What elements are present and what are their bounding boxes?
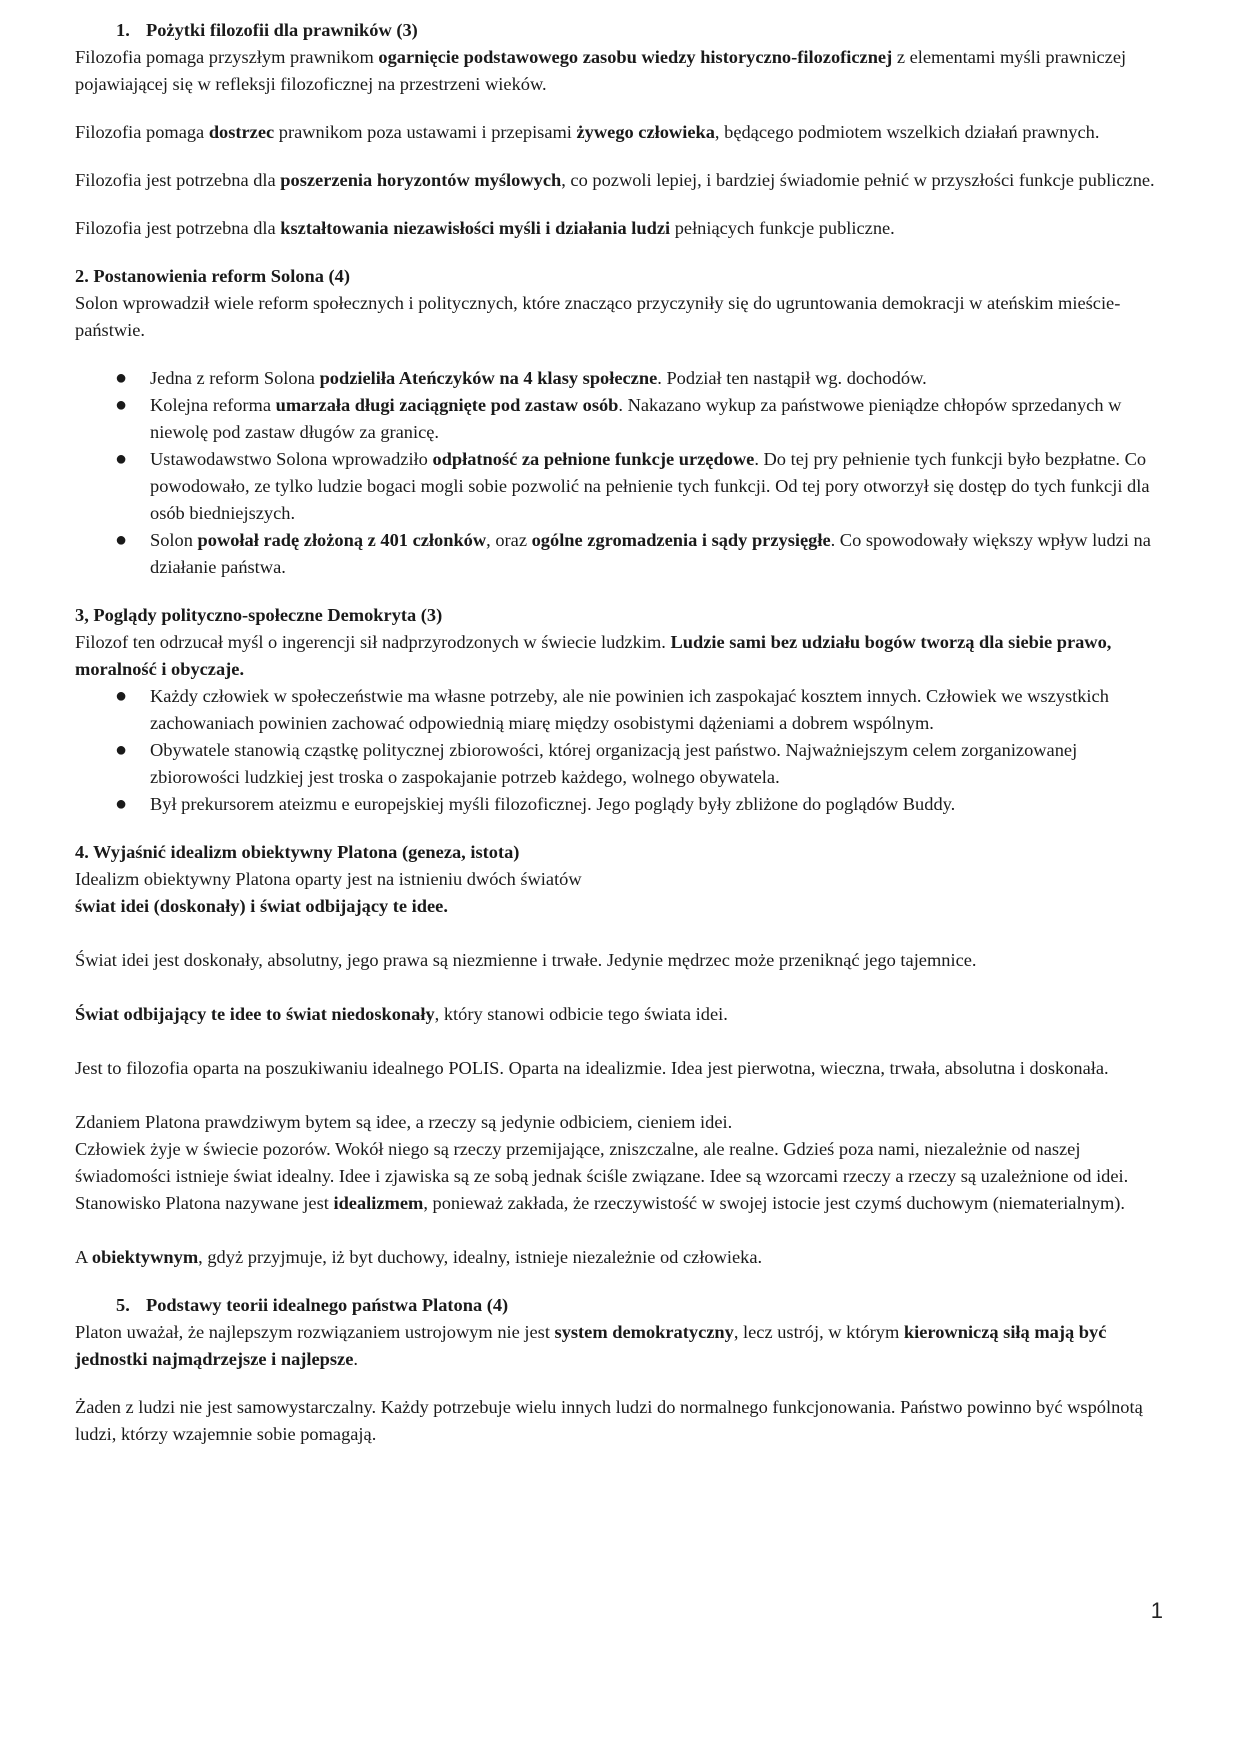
paragraph: Jest to filozofia oparta na poszukiwaniu idealnego POLIS. Oparta na idealizmie. Idea jest pierwotna, wieczna, trwała, absolutna i doskonała. (75, 1058, 1109, 1078)
document-page (75, 17, 1165, 1448)
bullet-list (75, 365, 1165, 581)
section-3-heading: 3, Poglądy polityczno-społeczne Demokryta (3) (75, 605, 443, 625)
paragraph: A obiektywnym, gdyż przyjmuje, iż byt duchowy, idealny, istnieje niezależnie od człowieka. (75, 1247, 763, 1267)
paragraph: Świat odbijający te idee to świat niedoskonały, który stanowi odbicie tego świata idei. (75, 1004, 728, 1024)
section-2-heading: 2. Postanowienia reform Solona (4) (75, 266, 350, 286)
paragraph: Filozofia jest potrzebna dla kształtowania niezawisłości myśli i działania ludzi pełniących funkcje publiczne. (75, 218, 895, 238)
list-item: ● Ustawodawstwo Solona wprowadziło odpłatność za pełnione funkcje urzędowe. Do tej pry pełnienie tych funkcji było bezpłatne. Co powodowało, ze tylko ludzie bogaci mogli sobie pozwolić na pełnienie tych funkcji. Od tej pory otworzył się dostęp do tych funkcji dla osób biedniejszych. (115, 448, 1150, 523)
bullet-icon: ● (115, 367, 128, 389)
bullet-icon: ● (115, 448, 128, 470)
paragraph-bold: świat idei (doskonały) i świat odbijający te idee. (75, 896, 448, 916)
paragraph: Filozofia pomaga przyszłym prawnikom ogarnięcie podstawowego zasobu wiedzy historyczno-filozoficznej z elementami myśli prawniczej pojawiającej się w refleksji filozoficznej na przestrzeni wieków. (75, 47, 1127, 94)
bullet-icon: ● (115, 793, 128, 815)
list-item: ● Solon powołał radę złożoną z 401 członków, oraz ogólne zgromadzenia i sądy przysięgłe. Co spowodowały większy wpływ ludzi na działanie państwa. (115, 529, 1151, 577)
paragraph: Filozofia jest potrzebna dla poszerzenia horyzontów myślowych, co pozwoli lepiej, i bardziej świadomie pełnić w przyszłości funkcje publiczne. (75, 170, 1155, 190)
list-item: ● Kolejna reforma umarzała długi zaciągnięte pod zastaw osób. Nakazano wykup za państwowe pieniądze chłopów sprzedanych w niewolę pod zastaw długów za granicę. (115, 394, 1122, 442)
list-item: ● Był prekursorem ateizmu e europejskiej myśli filozoficznej. Jego poglądy były zbliżone do poglądów Buddy. (75, 791, 1165, 818)
list-item: ● Jedna z reform Solona podzieliła Ateńczyków na 4 klasy społeczne. Podział ten nastąpił wg. dochodów. (75, 365, 1165, 392)
bullet-icon: ● (115, 739, 128, 761)
bullet-list (75, 683, 1165, 818)
paragraph: Człowiek żyje w świecie pozorów. Wokół niego są rzeczy przemijające, zniszczalne, ale realne. Gdzieś poza nami, niezależnie od naszej świadomości istnieje świat idealny. Idee i zjawiska są ze sobą jednak ściśle związane. Idee są wzorcami rzeczy a rzeczy są uzależnione od idei. Stanowisko Platona nazywane jest idealizmem, ponieważ zakłada, że rzeczywistość w swojej istocie jest czymś duchowym (niematerialnym). (75, 1139, 1129, 1213)
section-4-heading: 4. Wyjaśnić idealizm obiektywny Platona (geneza, istota) (75, 842, 520, 862)
bullet-icon: ● (115, 529, 128, 551)
page-number: 1 (1150, 1598, 1163, 1623)
paragraph: Platon uważał, że najlepszym rozwiązaniem ustrojowym nie jest system demokratyczny, lecz ustrój, w którym kierowniczą siłą mają być jednostki najmądrzejsze i najlepsze. (75, 1322, 1107, 1369)
paragraph: Zdaniem Platona prawdziwym bytem są idee, a rzeczy są jedynie odbiciem, cieniem idei. (75, 1112, 733, 1132)
paragraph: Idealizm obiektywny Platona oparty jest na istnieniu dwóch światów (75, 869, 582, 889)
paragraph: Żaden z ludzi nie jest samowystarczalny. Każdy potrzebuje wielu innych ludzi do normalnego funkcjonowania. Państwo powinno być wspólnotą ludzi, którzy wzajemnie sobie pomagają. (75, 1397, 1143, 1444)
paragraph: Filozofia pomaga dostrzec prawnikom poza ustawami i przepisami żywego człowieka, będącego podmiotem wszelkich działań prawnych. (75, 122, 1100, 142)
list-item: ● Każdy człowiek w społeczeństwie ma własne potrzeby, ale nie powinien ich zaspokajać kosztem innych. Człowiek we wszystkich zachowaniach powinien zachować odpowiednią miarę między osobistymi dążeniami a dobrem wspólnym. (115, 685, 1109, 733)
section-5-heading: 5. Podstawy teorii idealnego państwa Platona (4) (116, 1295, 509, 1315)
list-item: ● Obywatele stanowią cząstkę politycznej zbiorowości, której organizacją jest państwo. Najważniejszym celem zorganizowanej zbiorowości ludzkiej jest troska o zaspokajanie potrzeb każdego, wolnego obywatela. (115, 739, 1078, 787)
bullet-icon: ● (115, 394, 128, 416)
section-1-heading: 1. Pożytki filozofii dla prawników (3) (116, 20, 418, 40)
paragraph: Świat idei jest doskonały, absolutny, jego prawa są niezmienne i trwałe. Jedynie mędrzec może przeniknąć jego tajemnice. (75, 950, 977, 970)
paragraph: Filozof ten odrzucał myśl o ingerencji sił nadprzyrodzonych w świecie ludzkim. Ludzie sami bez udziału bogów tworzą dla siebie prawo, moralność i obyczaje. (75, 632, 1112, 679)
bullet-icon: ● (115, 685, 128, 707)
paragraph: Solon wprowadził wiele reform społecznych i politycznych, które znacząco przyczyniły się do ugruntowania demokracji w ateńskim mieście-państwie. (75, 293, 1121, 340)
